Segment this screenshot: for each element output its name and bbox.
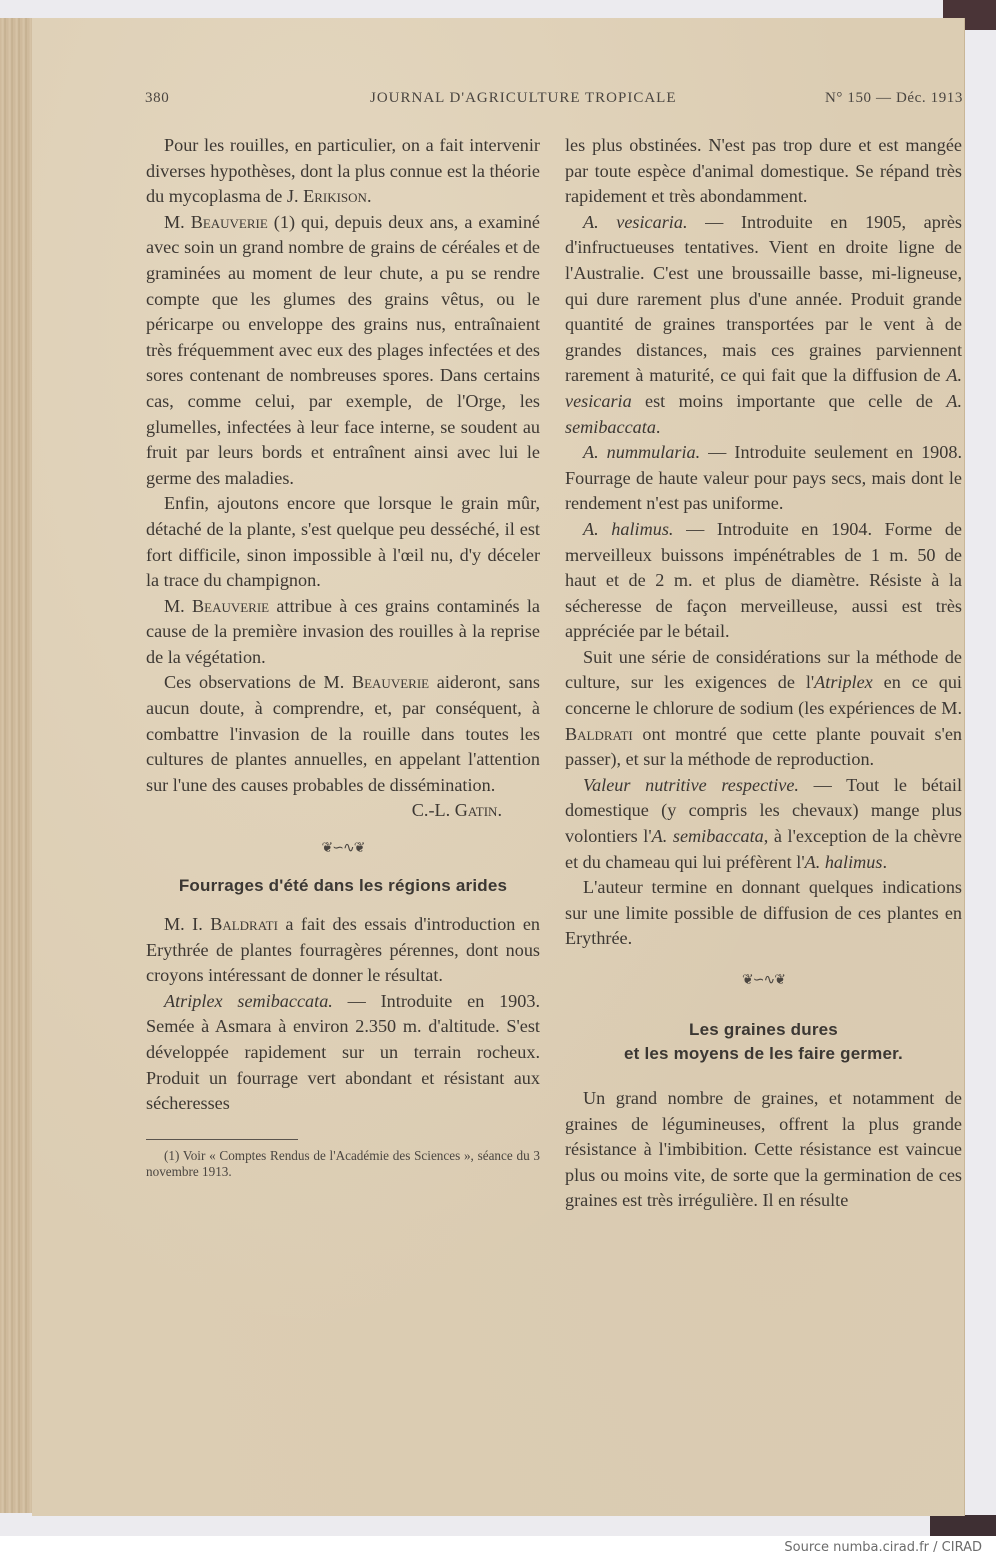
signature: C.-L. Gatin. — [411, 800, 502, 821]
author-name: M. I. Baldrati — [164, 914, 278, 935]
paragraph: M. Beauverie attribue à ces grains contaminés la cause de la première invasion des rouilles à la reprise de la végétation. — [146, 595, 540, 667]
paragraph: Enfin, ajoutons encore que lorsque le grain mûr, détaché de la plante, s'est quelque peu desséché, il est fort difficile, sinon impossible à l'œil nu, d'y déceler la trace du champignon. — [146, 493, 540, 591]
paragraph: Pour les rouilles, en particulier, on a fait intervenir diverses hypothèses, dont la plus connue est la théorie du mycoplasma de J. Erikison. — [146, 135, 540, 207]
issue-date: N° 150 — Déc. 1913 — [824, 90, 963, 106]
subsection-label: Valeur nutritive respective. — [583, 774, 799, 795]
species-name: A. halimus. — [583, 518, 674, 539]
paragraph: M. Beauverie (1) qui, depuis deux ans, a examiné avec soin un grand nombre de grains de céréales et de graminées au moment de leur chute, a pu se rendre compte que les glumes des grains vêtus, ou le péricarpe ou enveloppe des grains nus, entraînaient très fréquemment avec eux des plages infectées et des sores contenant de nombreuses spores. Dans certains cas, comme celui, par exemple, de l'Orge, les glumelles, infectées à leur face interne, se soudent au fruit par leurs bords et entraînent ainsi avec lui le germe des maladies. — [146, 211, 540, 488]
species-name: A. nummularia. — [583, 442, 701, 463]
author-name: M. Beauverie — [164, 211, 268, 232]
left-column — [146, 133, 540, 1180]
right-column — [565, 133, 962, 1214]
footnote-rule — [146, 1139, 298, 1140]
paragraph: A. vesicaria. — Introduite en 1905, après d'infructueuses tentatives. Vient en droite ligne de l'Australie. C'est une broussaille basse, mi-ligneuse, qui dure rarement plus d'une année. Produit grande quantité de graines transportées par le vent à de grandes distances, mais ces graines parviennent rarement à maturité, ce qui fait que la diffusion de A. vesicaria est moins importante que celle de A. semibaccata. — [565, 211, 962, 437]
ornament-divider-icon: ❦∽∿❦ — [321, 841, 365, 857]
author-name: Baldrati — [565, 723, 633, 744]
paragraph: M. I. Baldrati a fait des essais d'introduction en Erythrée de plantes fourragères pérennes, dont nous croyons intéressant de donner le résultat. — [146, 914, 540, 986]
author-name: Erikison — [303, 186, 367, 207]
scan-edge-bottom-right — [930, 1515, 996, 1536]
paragraph: Atriplex semibaccata. — Introduite en 1903. Semée à Asmara à environ 2.350 m. d'altitude. S'est développée rapidement sur un terrain rocheux. Produit un fourrage vert abondant et résistant aux sécheresses — [146, 990, 541, 1114]
paragraph: Suit une série de considérations sur la méthode de culture, sur les exigences de l'Atriplex en ce qui concerne le chlorure de sodium (les expériences de M. Baldrati ont montré que cette plante pouvait s'en passer), et sur la méthode de reproduction. — [565, 646, 962, 770]
author-name: Beauverie — [351, 672, 430, 693]
ornament-divider-icon: ❦∽∿❦ — [742, 973, 785, 988]
heading-line-2: et les moyens de les faire germer. — [624, 1044, 903, 1063]
heading-line-1: Les graines dures — [689, 1020, 838, 1039]
footnote: (1) Voir « Comptes Rendus de l'Académie des Sciences », séance du 3 novembre 1913. — [146, 1147, 540, 1179]
section-heading — [565, 1018, 962, 1066]
paragraph: A. halimus. — Introduite en 1904. Forme de merveilleux buissons impénétrables de 1 m. 50 de haut et de 2 m. et plus de diamètre. Résiste à la sécheresse de façon merveilleuse, aussi est très appréciée par le bétail. — [565, 518, 962, 642]
paragraph: Ces observations de M. Beauverie aideront, sans aucun doute, à comprendre, et, par conséquent, à combattre l'invasion de la rouille dans toutes les cultures de plantes annuelles, en appelant l'attention sur l'une des causes probables de dissémination. — [146, 672, 540, 795]
paragraph: Un grand nombre de graines, et notamment de graines de légumineuses, offrent la plus grande résistance à l'imbibition. Cette résistance est vaincue plus ou moins vite, de sorte que la germination de ces graines est très irrégulière. Il en résulte — [565, 1088, 962, 1211]
source-credit: Source numba.cirad.fr / CIRAD — [784, 1540, 982, 1555]
paragraph: Valeur nutritive respective. — Tout le bétail domestique (y compris les chevaux) mange plus volontiers l'A. semibaccata, à l'exception de la chèvre et du chameau qui lui préfèrent l'A. halimus. — [565, 774, 962, 872]
species-name: A. vesicaria. — [583, 211, 688, 232]
species-name: Atriplex semibaccata. — [164, 990, 333, 1011]
paragraph: les plus obstinées. N'est pas trop dure et est mangée par toute espèce d'animal domestique. Se répand très rapidement et très abondamment. — [565, 135, 962, 207]
running-header — [145, 90, 963, 112]
journal-title: JOURNAL D'AGRICULTURE TROPICALE — [370, 90, 677, 106]
page-number: 380 — [145, 90, 170, 106]
paragraph: L'auteur termine en donnant quelques indications sur une limite possible de diffusion de ces plantes en Erythrée. — [565, 877, 962, 949]
page-stack-edge — [0, 18, 34, 1513]
section-heading: Fourrages d'été dans les régions arides — [178, 876, 508, 896]
paragraph: A. nummularia. — Introduite seulement en 1908. Fourrage de haute valeur pour pays secs, mais dont le rendement n'est pas uniforme. — [565, 442, 963, 514]
author-name: M. Beauverie — [164, 595, 270, 616]
